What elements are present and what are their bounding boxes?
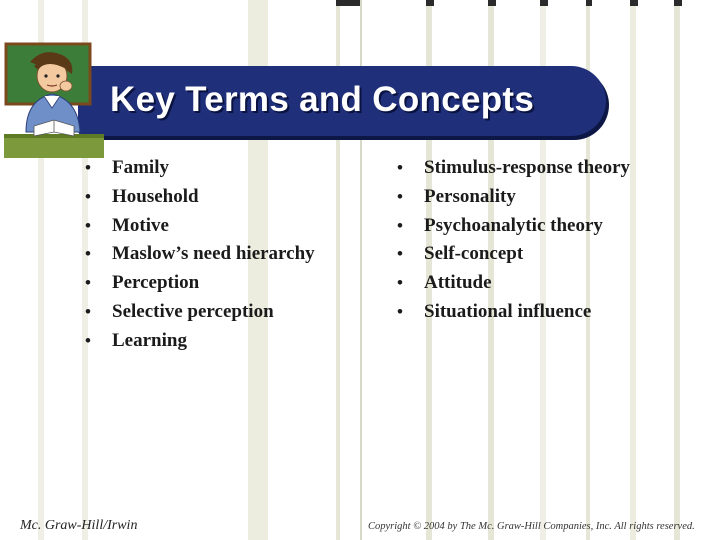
student-mascot-icon — [0, 40, 104, 160]
list-item — [394, 154, 694, 183]
term-label: Stimulus-response theory — [424, 157, 631, 178]
list-item — [82, 327, 352, 356]
left-term-list — [82, 154, 352, 356]
copyright-footer: Copyright © 2004 by The Mc. Graw-Hill Companies, Inc. All rights reserved. — [368, 521, 695, 532]
term-label: Family — [112, 157, 169, 178]
term-label: Situational influence — [424, 300, 592, 322]
term-label: Psychoanalytic theory — [424, 214, 603, 236]
bullet: • — [85, 158, 91, 177]
bullet: • — [397, 301, 403, 321]
top-strip — [0, 0, 720, 6]
bullet: • — [85, 186, 91, 206]
term-label: Household — [112, 185, 199, 207]
bullet: • — [85, 330, 91, 350]
bullet: • — [397, 244, 403, 264]
term-label: Motive — [112, 214, 169, 236]
term-label: Perception — [112, 272, 200, 294]
bullet: • — [397, 158, 403, 177]
right-term-list — [394, 154, 694, 327]
list-item — [82, 183, 352, 212]
publisher-footer: Mc. Graw-Hill/Irwin — [20, 518, 138, 533]
bullet: • — [85, 301, 91, 321]
list-item — [82, 269, 352, 298]
term-label: Self-concept — [424, 243, 524, 265]
list-item — [394, 269, 694, 298]
term-label: Selective perception — [112, 300, 274, 322]
slide-title: Key Terms and Concepts — [110, 80, 535, 119]
list-item — [82, 154, 352, 183]
term-label: Maslow’s need hierarchy — [112, 243, 315, 265]
list-item — [82, 298, 352, 327]
bullet: • — [397, 186, 403, 206]
list-item — [82, 212, 352, 241]
list-item — [394, 298, 694, 327]
bullet: • — [85, 244, 91, 264]
list-item — [394, 183, 694, 212]
list-item — [82, 240, 352, 269]
term-label: Learning — [112, 329, 187, 351]
list-item — [394, 212, 694, 241]
bullet: • — [397, 215, 403, 235]
bullet: • — [85, 215, 91, 235]
bullet: • — [85, 273, 91, 293]
term-label: Attitude — [424, 272, 492, 294]
list-item — [394, 240, 694, 269]
bullet: • — [397, 273, 403, 293]
term-label: Personality — [424, 185, 516, 207]
